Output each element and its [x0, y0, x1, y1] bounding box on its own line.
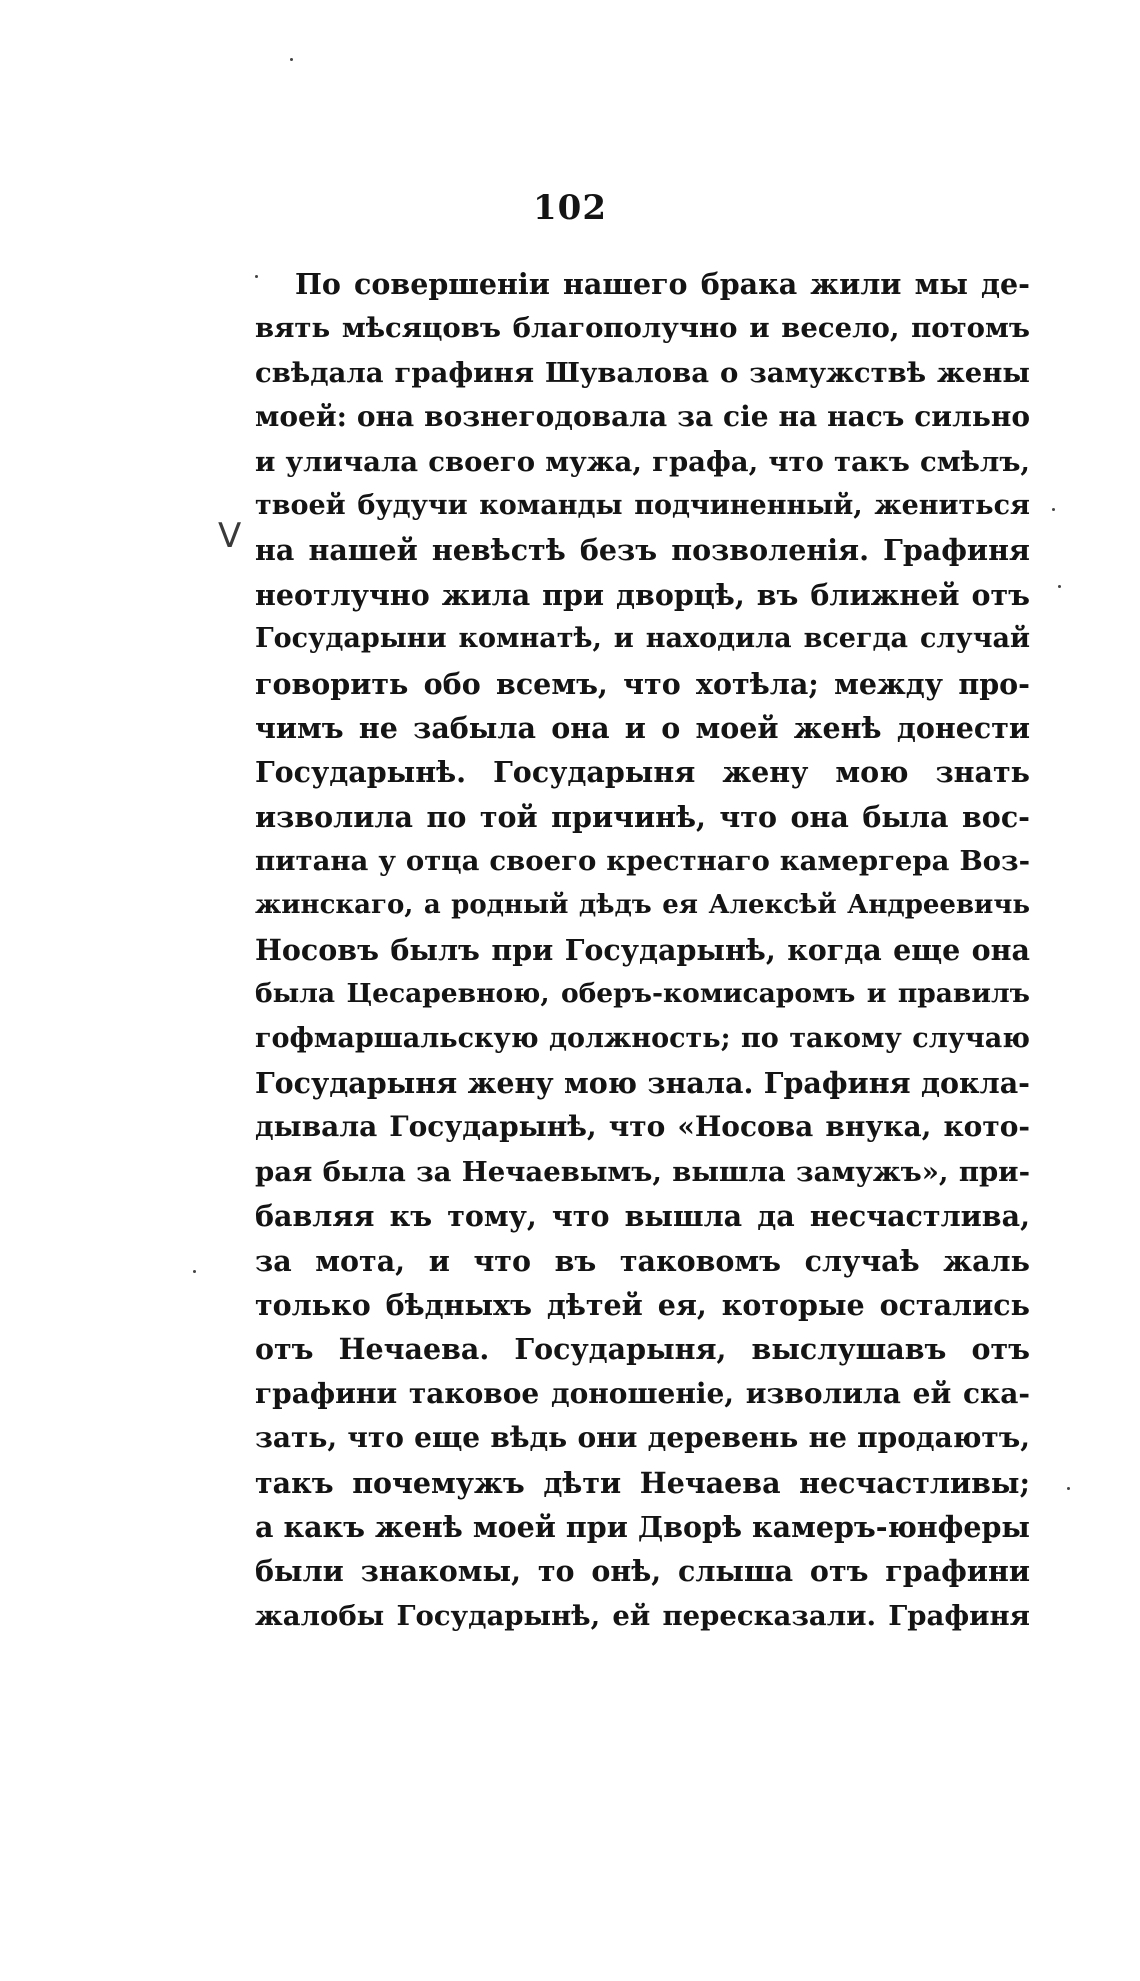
text-line: и уличала своего мужа, графа, что такъ смѣлъ, — [255, 445, 1030, 478]
scan-speck — [1052, 508, 1055, 511]
text-line: чимъ не забыла она и о моей женѣ донести — [255, 710, 1030, 745]
text-line: жалобы Государынѣ, ей пересказали. Графиня — [255, 1599, 1030, 1632]
text-line: твоей будучи команды подчиненный, жениться — [255, 489, 1030, 521]
text-line: была Цесаревною, оберъ-комисаромъ и правилъ — [255, 978, 1030, 1010]
scan-speck — [1058, 585, 1061, 588]
text-line: моей: она вознегодовала за сіе на насъ сильно — [255, 400, 1030, 434]
scan-speck — [193, 1270, 196, 1273]
body-text — [255, 262, 1030, 1638]
text-line: вять мѣсяцовъ благополучно и весело, потомъ — [255, 312, 1030, 345]
text-line: Государыня жену мою знала. Графиня докла- — [255, 1066, 1030, 1101]
text-line: бавляя къ тому, что вышла да несчастлива, — [255, 1199, 1030, 1234]
page-number: 102 — [533, 188, 607, 228]
text-line: неотлучно жила при дворцѣ, въ ближней отъ — [255, 577, 1030, 612]
scan-speck — [255, 275, 258, 278]
text-line: зать, что еще вѣдь они деревень не продаютъ, — [255, 1421, 1030, 1455]
text-line: Носовъ былъ при Государынѣ, когда еще она — [255, 932, 1030, 967]
text-line: а какъ женѣ моей при Дворѣ камеръ-юнферы — [255, 1509, 1030, 1544]
margin-annotation: V — [218, 516, 242, 556]
text-line: только бѣдныхъ дѣтей ея, которые остались — [255, 1287, 1030, 1322]
text-line: Государынѣ. Государыня жену мою знать — [255, 755, 1030, 790]
text-line: Государыни комнатѣ, и находила всегда случай — [255, 623, 1030, 655]
scan-speck — [290, 58, 293, 61]
text-line: говорить обо всемъ, что хотѣла; между про- — [255, 666, 1030, 701]
scan-speck — [1067, 1487, 1070, 1490]
text-line: дывала Государынѣ, что «Носова внука, кото- — [255, 1110, 1030, 1144]
text-line: отъ Нечаева. Государыня, выслушавъ отъ — [255, 1332, 1030, 1367]
text-line: питана у отца своего крестнаго камергера Воз- — [255, 845, 1030, 878]
text-line: за мота, и что въ таковомъ случаѣ жаль — [255, 1243, 1030, 1278]
text-line: такъ почемужъ дѣти Нечаева несчастливы; — [255, 1465, 1030, 1500]
text-line: гофмаршальскую должность; по такому случаю — [255, 1022, 1030, 1054]
text-line: рая была за Нечаевымъ, вышла замужъ», при- — [255, 1155, 1030, 1188]
text-line: изволила по той причинѣ, что она была вос- — [255, 799, 1030, 834]
text-line: По совершеніи нашего брака жили мы де- — [295, 267, 1030, 301]
text-line: жинскаго, а родный дѣдъ ея Алексѣй Андреевичь — [255, 890, 1030, 921]
text-line: были знакомы, то онѣ, слыша отъ графини — [255, 1554, 1030, 1589]
text-line: свѣдала графиня Шувалова о замужствѣ жены — [255, 356, 1030, 389]
text-line: на нашей невѣстѣ безъ позволенія. Графиня — [255, 533, 1030, 568]
text-line: графини таковое доношеніе, изволила ей ска- — [255, 1376, 1030, 1410]
